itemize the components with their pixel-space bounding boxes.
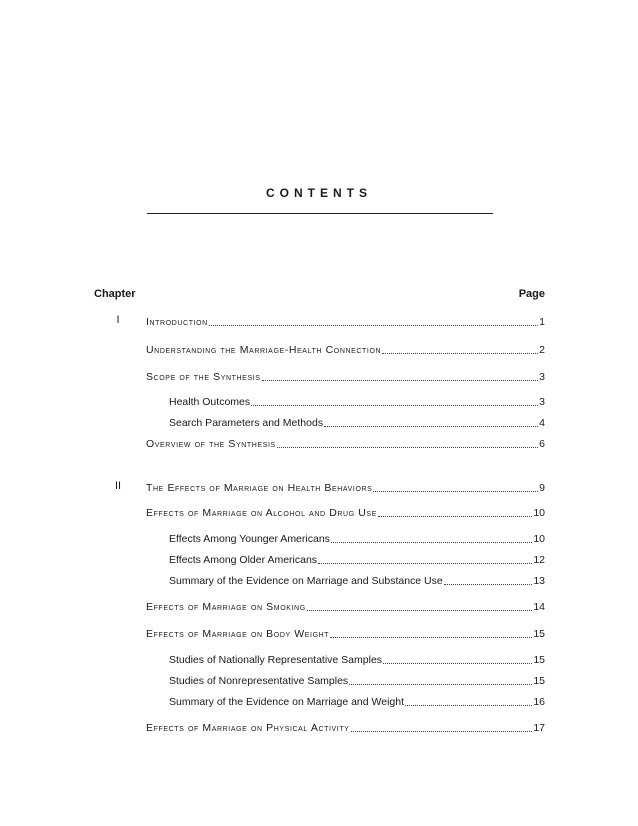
toc-entry-title: Scope of the Synthesis [146, 371, 261, 383]
toc-entry-page: 1 [539, 316, 545, 328]
toc-entry[interactable] [0, 693, 638, 709]
toc-entry-title: Summary of the Evidence on Marriage and Weight [169, 696, 405, 708]
toc-entry-page: 15 [533, 628, 545, 640]
toc-entry-title: Search Parameters and Methods [169, 417, 324, 429]
toc-entry-title: Effects of Marriage on Smoking [146, 601, 306, 613]
dot-leader [444, 584, 533, 585]
toc-entry-page: 3 [539, 396, 545, 408]
toc-entry-page: 2 [539, 344, 545, 356]
toc-entry-page: 4 [539, 417, 545, 429]
toc-entry[interactable] [0, 368, 638, 384]
toc-entry-title: Effects of Marriage on Physical Activity [146, 722, 350, 734]
contents-title: CONTENTS [266, 186, 372, 200]
dot-leader [378, 516, 532, 517]
dot-leader [262, 380, 539, 381]
dot-leader [405, 705, 532, 706]
title-rule [147, 213, 493, 214]
toc-entry-title: Summary of the Evidence on Marriage and Substance Use [169, 575, 443, 587]
toc-entry[interactable] [0, 651, 638, 667]
toc-entry[interactable] [0, 414, 638, 430]
toc-entry-title: Effects Among Older Americans [169, 554, 318, 566]
toc-entry[interactable] [0, 672, 638, 688]
toc-entry-page: 6 [539, 438, 545, 450]
toc-entry[interactable] [0, 625, 638, 641]
toc-entry[interactable] [0, 504, 638, 520]
dot-leader [373, 491, 538, 492]
toc-entry[interactable] [0, 719, 638, 735]
page-column-header: Page [518, 288, 545, 300]
dot-leader [382, 353, 538, 354]
toc-entry[interactable] [0, 393, 638, 409]
toc-entry[interactable] [0, 530, 638, 546]
chapter-numeral: II [114, 480, 122, 492]
toc-entry-title: Effects of Marriage on Alcohol and Drug Use [146, 507, 377, 519]
toc-entry[interactable] [0, 341, 638, 357]
toc-entry-title: Understanding the Marriage-Health Connection [146, 344, 382, 356]
dot-leader [318, 563, 532, 564]
dot-leader [209, 325, 538, 326]
toc-entry-title: Overview of the Synthesis [146, 438, 276, 450]
chapter-column-header: Chapter [94, 288, 136, 300]
toc-entry-page: 16 [533, 696, 545, 708]
dot-leader [351, 731, 533, 732]
toc-entry-title: Health Outcomes [169, 396, 251, 408]
dot-leader [331, 542, 532, 543]
toc-entry-page: 14 [533, 601, 545, 613]
toc-entry-title: Studies of Nonrepresentative Samples [169, 675, 349, 687]
chapter-numeral: I [116, 314, 120, 326]
toc-entry[interactable] [0, 572, 638, 588]
toc-entry-page: 9 [539, 482, 545, 494]
toc-entry-title: Effects of Marriage on Body Weight [146, 628, 330, 640]
toc-entry-page: 13 [533, 575, 545, 587]
dot-leader [307, 610, 533, 611]
toc-entry-page: 17 [533, 722, 545, 734]
toc-entry-page: 15 [533, 675, 545, 687]
dot-leader [349, 684, 532, 685]
toc-entry-title: Introduction [146, 316, 208, 328]
toc-entry-page: 10 [533, 533, 545, 545]
toc-entry[interactable] [0, 551, 638, 567]
dot-leader [251, 405, 538, 406]
dot-leader [324, 426, 538, 427]
toc-entry[interactable] [0, 598, 638, 614]
toc-entry-page: 10 [533, 507, 545, 519]
dot-leader [277, 447, 538, 448]
toc-entry-title: Effects Among Younger Americans [169, 533, 330, 545]
toc-entry-page: 3 [539, 371, 545, 383]
dot-leader [330, 637, 532, 638]
toc-entry-title: The Effects of Marriage on Health Behaviors [146, 482, 373, 494]
dot-leader [383, 663, 532, 664]
toc-entry[interactable] [0, 435, 638, 451]
toc-entry-page: 12 [533, 554, 545, 566]
toc-entry-title: Studies of Nationally Representative Samples [169, 654, 383, 666]
toc-entry[interactable] [0, 313, 638, 329]
toc-entry-page: 15 [533, 654, 545, 666]
toc-entry[interactable] [0, 479, 638, 495]
